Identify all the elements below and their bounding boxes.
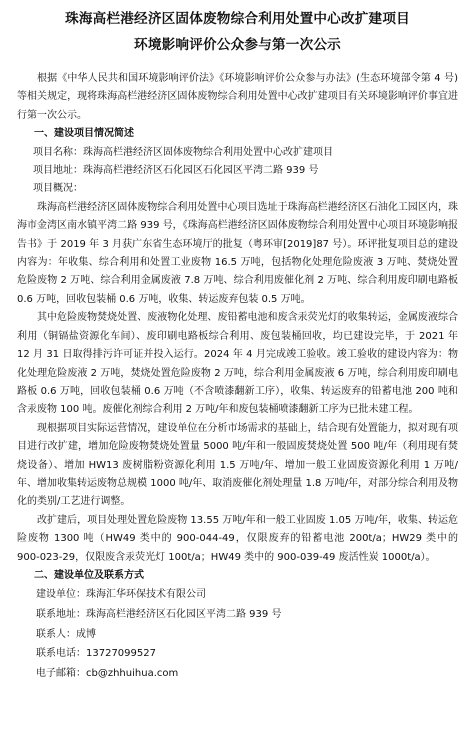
document-subtitle: 环境影响评价公众参与第一次公示 [134,37,341,53]
section-1-heading: 一、建设项目情况简述 [34,128,134,140]
document-title: 珠海高栏港经济区固体废物综合利用处置中心改扩建项目 [65,11,410,27]
overview-paragraph-3: 现根据项目实际运营情况，建设单位在分析市场需求的基础上，结合现有处置能力，拟对现有项目进行改扩建，增加危险废物焚烧处置量 5000 吨/年和一般固废焚烧处置 500 吨/年（利用现有焚烧设备）、增加 HW13 废树脂粉资源化利用 1.5 万吨/年、增加一般工业固废资源化利用 1 万吨/年、增加收集转运废物总规模 1000 吨/年、取消废催化剂处理量 1.8 万吨/年，对部分综合利用及物化的类别/工艺进行调整。 [17,422,458,508]
phone-value: 13727099527 [86,648,156,660]
email-value: cb@zhhuihua.com [86,667,179,679]
overview-paragraph-2: 其中危险废物焚烧处置、废液物化处理、废铅蓄电池和废含汞荧光灯的收集转运，金属废液综合利用（铜镉盐资源化车间）、废印刷电路板综合利用、废包装桶回收，均已建设完毕，于 2021 年 12 月 31 日取得排污许可证并投入运行。2024 年 4 月完成竣工验收。竣工验收的建设内容为：物化处理危险废液 2 万吨，焚烧处置危险废物 2 万吨，综合利用金属废液 6 万吨，综合利用废印刷电路板 0.6 万吨，回收包装桶 0.6 万吨（不含喷漆翻新工序），收集、转运废弃的铅蓄电池 200 吨和含汞废物 100 吨。废催化剂综合利用 2 万吨/年和废包装桶喷漆翻新工序为已批未建工程。 [17,312,458,416]
phone-label: 联系电话： [36,648,86,660]
unit-label: 建设单位： [36,589,86,601]
project-address: 项目地址：珠海高栏港经济区石化园区石化园区平湾二路 939 号 [33,165,319,177]
overview-paragraph-1: 珠海高栏港经济区固体废物综合利用处置中心项目选址于珠海高栏港经济区石油化工园区内，珠海市金湾区南水镇平湾二路 939 号，《珠海高栏港经济区固体废物综合利用处置中心项目环境影响报告书》于 2019 年 3 月获广东省生态环境厅的批复（粤环审[2019]87 号）。环评批复项目总的建设内容为：年收集、综合利用和处置工业废物 16.5 万吨，包括物化处理危险废液 3 万吨、焚烧处置危险废物 2 万吨、综合利用金属废液 7.8 万吨、综合利用废催化剂 2 万吨、综合利用废印刷电路板 0.6 万吨，回收包装桶 0.6 万吨，收集、转运废弃包装 0.5 万吨。 [17,201,458,305]
email-label: 电子邮箱： [36,667,86,679]
phone-row [36,644,458,664]
address-value: 珠海高栏港经济区石化园区平湾二路 939 号 [86,608,282,620]
unit-row [36,585,458,605]
unit-value: 珠海汇华环保技术有限公司 [86,589,206,601]
contact-row [36,625,458,645]
email-row [36,664,458,684]
overview-paragraph-4: 改扩建后，项目处理处置危险废物 13.55 万吨/年和一般工业固废 1.05 万吨/年，收集、转运危险废物 1300 吨（HW49 类中的 900-044-49，仅限废弃的铅蓄电池 200t/a；HW29 类中的 900-023-29，仅限废含汞荧光灯 100t/a；HW49 类中的 900-039-49 废活性炭 1000t/a）。 [17,514,458,563]
section-2-heading: 二、建设单位及联系方式 [34,569,144,581]
intro-paragraph: 根据《中华人民共和国环境影响评价法》《环境影响评价公众参与办法》(生态环境部令第 4 号)等相关规定，现将珠海高栏港经济区固体废物综合利用处置中心改扩建项目有关环境影响评价事宜进行第一次公示。 [17,73,458,121]
address-row [36,605,458,625]
address-label: 联系地址： [36,608,86,620]
contact-label: 联系人： [36,628,76,640]
project-overview-label: 项目概况： [33,183,83,195]
contact-value: 成博 [76,628,96,640]
project-name: 项目名称：珠海高栏港经济区固体废物综合利用处置中心改扩建项目 [33,146,333,158]
contact-info [36,585,458,683]
